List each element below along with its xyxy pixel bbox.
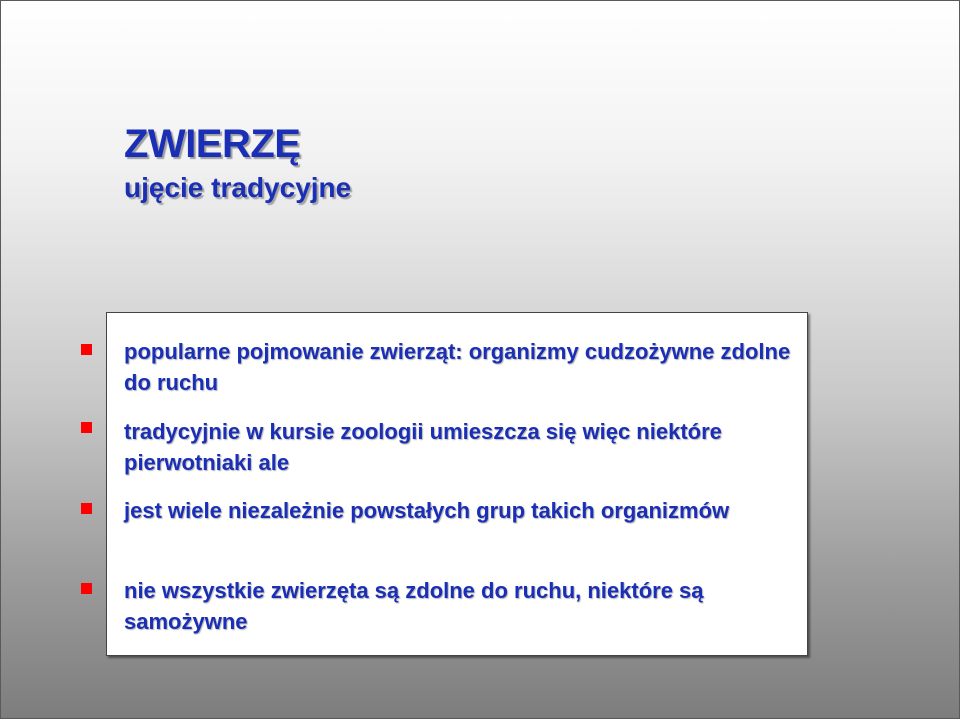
- bullet-text: nie wszystkie zwierzęta są zdolne do ruchu, niektóre są samożywne: [124, 578, 704, 634]
- bullet-text: tradycyjnie w kursie zoologii umieszcza się więc niektóre pierwotniaki ale: [124, 419, 722, 475]
- bullet-marker-icon: [81, 503, 92, 514]
- bullet-marker-icon: [81, 583, 92, 594]
- content-box: [106, 312, 808, 656]
- bullet-text: jest wiele niezależnie powstałych grup takich organizmów: [124, 498, 730, 523]
- slide-title: ZWIERZĘ: [124, 122, 301, 166]
- bullet-marker-icon: [81, 344, 92, 355]
- bullet-marker-icon: [81, 422, 92, 433]
- slide-subtitle: ujęcie tradycyjne: [124, 172, 352, 203]
- bullet-text: popularne pojmowanie zwierząt: organizmy cudzożywne zdolne do ruchu: [124, 339, 791, 395]
